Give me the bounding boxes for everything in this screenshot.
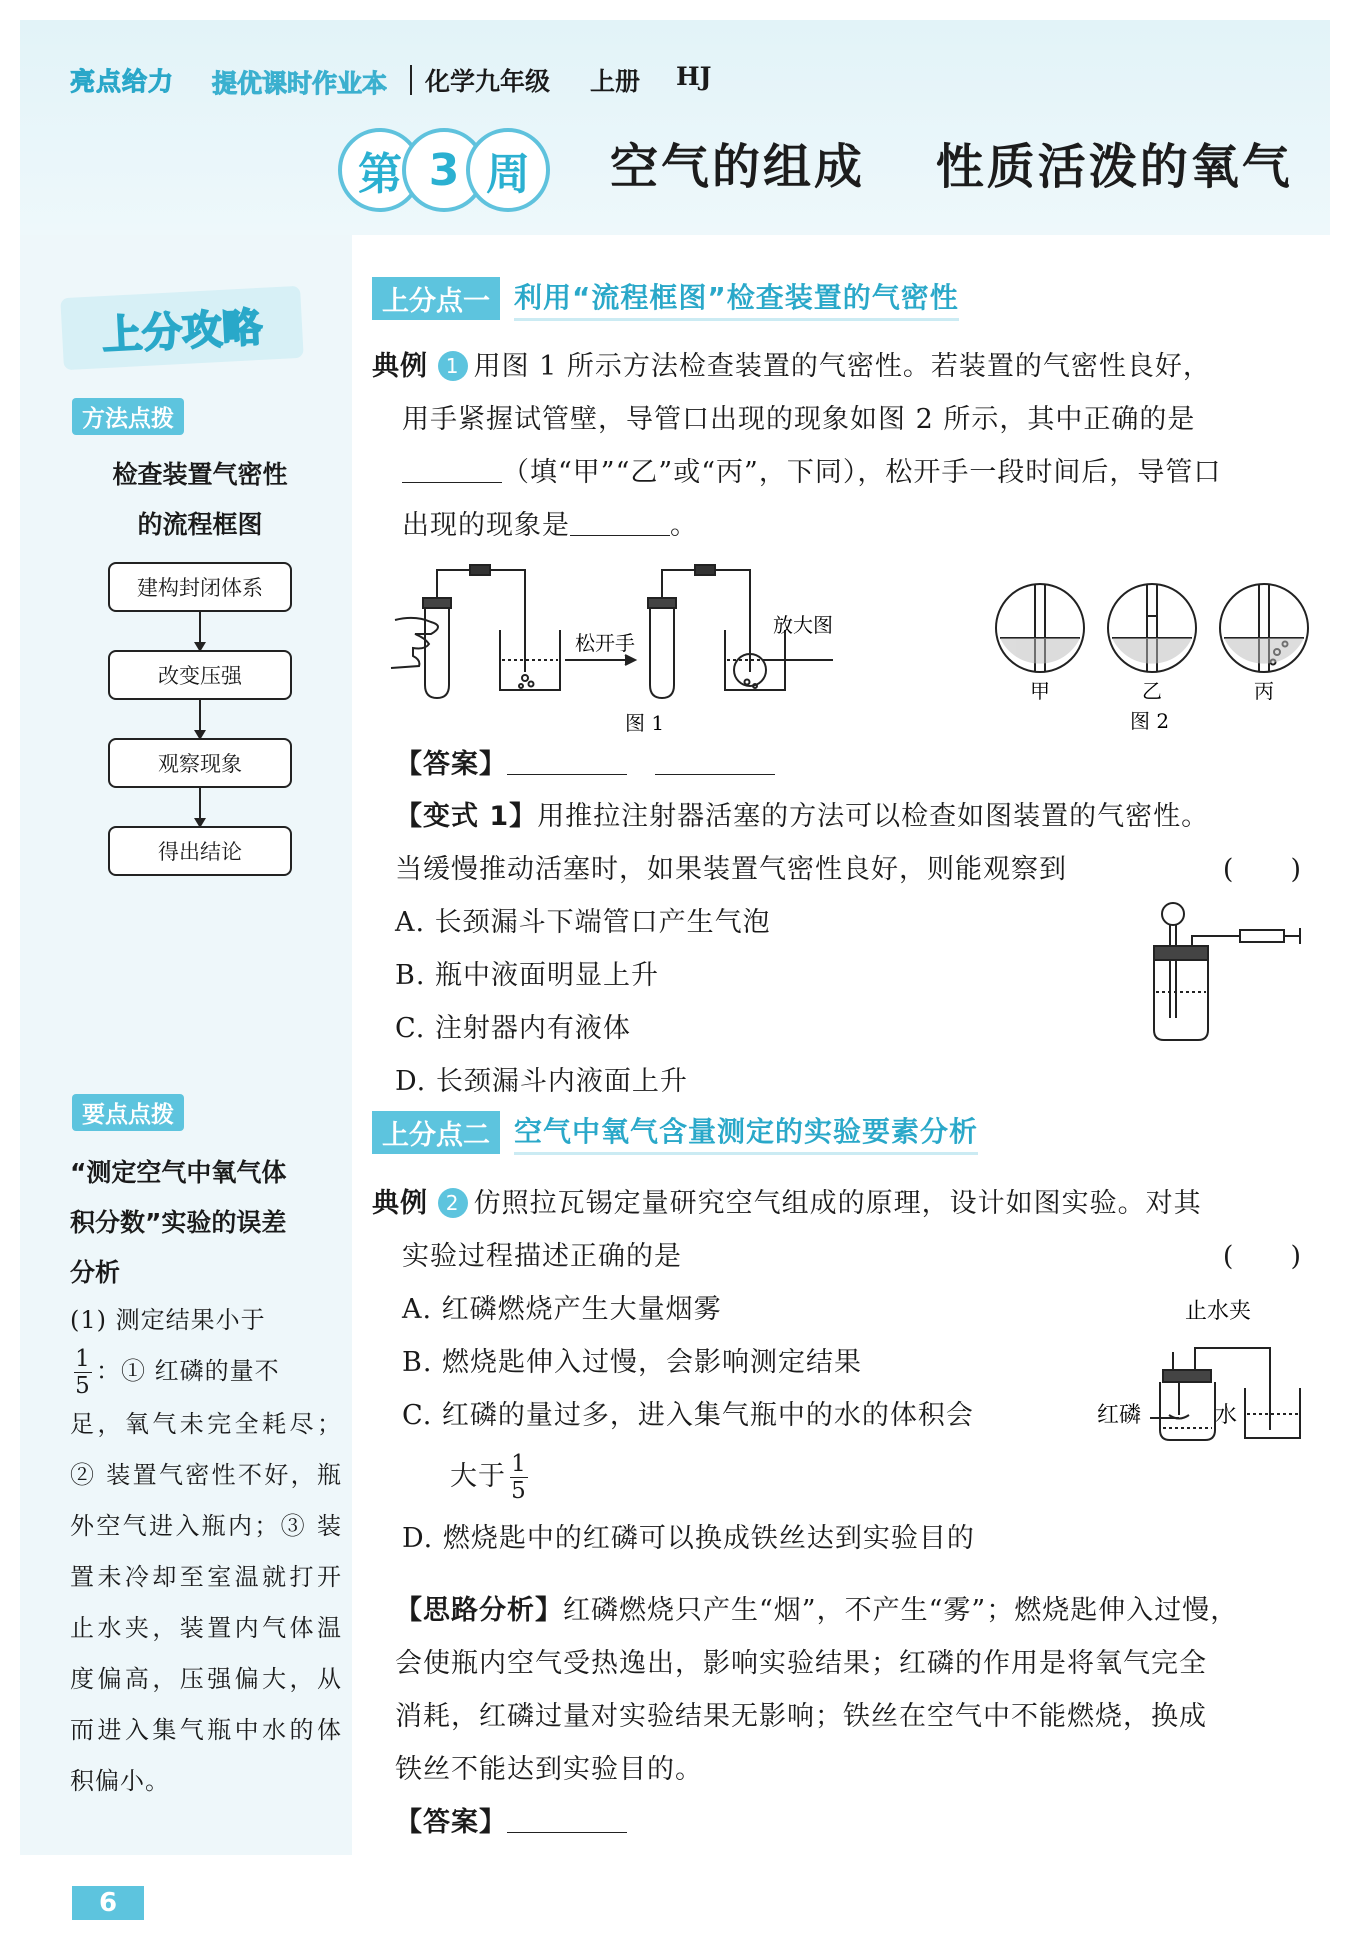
week-badge-suffix: 周 xyxy=(466,128,550,212)
answer-blank[interactable] xyxy=(402,456,502,483)
page-number: 6 xyxy=(72,1886,144,1920)
option-c: C. 红磷的量过多，进入集气瓶中的水的体积会 xyxy=(402,1400,974,1431)
header-divider xyxy=(410,65,412,95)
answer-blank[interactable] xyxy=(507,748,627,775)
answer-blank[interactable] xyxy=(655,748,775,775)
option-a: A. 红磷燃烧产生大量烟雾 xyxy=(402,1294,722,1325)
point2-title: 空气中氧气含量测定的实验要素分析 xyxy=(514,1110,978,1155)
option-d: D. 长颈漏斗内液面上升 xyxy=(395,1066,688,1097)
figure-1-diagram xyxy=(385,560,905,740)
option-b: B. 燃烧匙伸入过慢，会影响测定结果 xyxy=(402,1347,863,1378)
analysis-line: 消耗，红磷过量对实验结果无影响；铁丝在空气中不能燃烧，换成 xyxy=(395,1701,1207,1732)
phosphorus-apparatus-diagram xyxy=(1095,1290,1310,1450)
question-line: 实验过程描述正确的是 ( ) xyxy=(372,1230,1302,1283)
label-water: 水 xyxy=(1215,1403,1238,1428)
question-line: （填“甲”“乙”或“丙”，下同），松开手一段时间后，导管口 xyxy=(372,446,1302,499)
flow-step-build: 建构封闭体系 xyxy=(108,562,292,612)
syringe-apparatus-diagram xyxy=(1140,900,1310,1050)
example1-question xyxy=(372,340,1302,552)
key-title-line: 积分数”实验的误差 xyxy=(70,1208,287,1237)
figure-1-caption: 图 1 xyxy=(625,711,665,735)
question-line: 用手紧握试管壁，导管口出现的现象如图 2 所示，其中正确的是 xyxy=(402,404,1196,435)
label-release: 松开手 xyxy=(575,631,635,655)
subject-grade: 化学九年级 xyxy=(425,67,551,96)
flow-step-conclude: 得出结论 xyxy=(108,826,292,876)
key-line-with-fraction: $\frac{1}{5}$ ：① 红磷的量不 xyxy=(75,1346,280,1399)
answer-blank[interactable] xyxy=(570,509,670,536)
flow-step-observe: 观察现象 xyxy=(108,738,292,788)
option-c-continued: 大于 $\frac{1}{5}$ xyxy=(450,1451,527,1504)
key-body xyxy=(70,1295,342,1807)
question-line: 典例 2 仿照拉瓦锡定量研究空气组成的原理，设计如图实验。对其 xyxy=(372,1188,1202,1219)
label-zoom: 放大图 xyxy=(773,613,833,637)
key-tag: 要点点拨 xyxy=(72,1094,184,1131)
answer-paren[interactable]: ( ) xyxy=(1222,854,1302,885)
option-d: D. 燃烧匙中的红磷可以换成铁丝达到实验目的 xyxy=(402,1523,975,1554)
point2-heading xyxy=(372,1112,978,1152)
example-number: 2 xyxy=(438,1188,468,1218)
key-line: (1) 测定结果小于 xyxy=(70,1306,266,1334)
question-line: 出现的现象是 。 xyxy=(402,510,698,541)
analysis xyxy=(395,1584,1302,1849)
option-a: A. 长颈漏斗下端管口产生气泡 xyxy=(395,907,771,938)
method-title-line: 检查装置气密性 xyxy=(112,460,288,489)
key-title-line: “测定空气中氧气体 xyxy=(70,1158,287,1187)
flow-arrow xyxy=(199,700,201,738)
volume-label: 上册 xyxy=(590,67,641,96)
series-name: 提优课时作业本 xyxy=(212,69,388,98)
variant-line: 当缓慢推动活塞时，如果装置气密性良好，则能观察到 ( ) xyxy=(395,843,1302,896)
point1-tag: 上分点一 xyxy=(372,277,500,320)
answer-blank[interactable] xyxy=(507,1806,627,1833)
method-tag: 方法点拨 xyxy=(72,398,184,435)
answer-row-2: 【答案】 xyxy=(395,1796,1302,1849)
brand-logo: 亮点给力 xyxy=(70,67,175,96)
label-clamp: 止水夹 xyxy=(1185,1299,1252,1324)
analysis-line: 铁丝不能达到实验目的。 xyxy=(395,1754,703,1785)
analysis-line: 会使瓶内空气受热逸出，影响实验结果；红磷的作用是将氧气完全 xyxy=(395,1648,1207,1679)
figure-2-caption: 图 2 xyxy=(1130,709,1170,733)
fraction-one-fifth: $\frac{1}{5}$ xyxy=(75,1346,91,1399)
figure-2-diagram xyxy=(985,578,1325,738)
method-title-line: 的流程框图 xyxy=(137,510,263,539)
method-title xyxy=(60,450,340,550)
answer-paren[interactable]: ( ) xyxy=(1222,1241,1302,1272)
fraction-one-fifth: $\frac{1}{5}$ xyxy=(511,1451,527,1504)
flow-step-pressure: 改变压强 xyxy=(108,650,292,700)
answer-row-1: 【答案】 xyxy=(395,738,775,791)
question-line: 典例 1 用图 1 所示方法检查装置的气密性。若装置的气密性良好， xyxy=(372,351,1211,382)
flow-arrow xyxy=(199,788,201,826)
flow-arrow xyxy=(199,612,201,650)
analysis-line: 【思路分析】红磷燃烧只产生“烟”，不产生“雾”；燃烧匙伸入过慢， xyxy=(395,1595,1239,1626)
point1-heading xyxy=(372,278,959,318)
fig2-label-bing: 丙 xyxy=(1254,679,1274,703)
fig2-label-jia: 甲 xyxy=(1030,679,1050,703)
edition-label: HJ xyxy=(676,62,712,91)
option-b: B. 瓶中液面明显上升 xyxy=(395,960,660,991)
sidebar-banner: 上分攻略 xyxy=(60,286,303,370)
key-title xyxy=(70,1148,342,1298)
week-badge-number: 3 xyxy=(402,128,486,212)
week-badge-prefix: 第 xyxy=(338,128,422,212)
chapter-title: 空气的组成 性质活泼的氧气 xyxy=(610,139,1293,195)
point1-title: 利用“流程框图”检查装置的气密性 xyxy=(514,276,959,321)
key-title-line: 分析 xyxy=(70,1258,121,1287)
point2-tag: 上分点二 xyxy=(372,1111,500,1154)
label-phosphorus: 红磷 xyxy=(1097,1403,1142,1428)
example-number: 1 xyxy=(438,351,468,381)
variant-line: 【变式 1】用推拉注射器活塞的方法可以检查如图装置的气密性。 xyxy=(395,801,1210,832)
key-line: 足，氧气未完全耗尽；② 装置气密性不好，瓶外空气进入瓶内；③ 装置未冷却至室温就打开止水夹，装置内气体温度偏高，压强偏大，从而进入集气瓶中水的体积偏小。 xyxy=(70,1410,342,1795)
option-c: C. 注射器内有液体 xyxy=(395,1013,631,1044)
fig2-label-yi: 乙 xyxy=(1142,679,1162,703)
